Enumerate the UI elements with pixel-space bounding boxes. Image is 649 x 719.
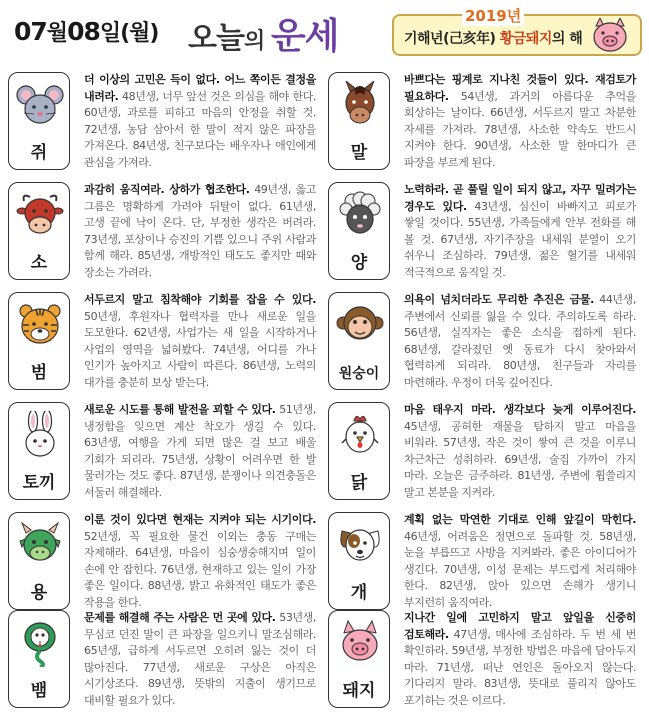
fortune-body: 52년생, 꼭 필요한 물건 이외는 충동 구매는 자제해라. 64년생, 마음이 심숭생숭해지며 일이 손에 안 잡힌다. 76년생, 현재하고 있는 일이 가장 좋은 일이다. 88년생, 밝고 유화적인 태도가 좋은 작용을 한다. [84, 529, 316, 609]
fortune-lead: 과감히 움직여라. 상하가 협조한다. [84, 183, 250, 196]
animal-label: 돼지 [342, 681, 376, 701]
animal-label: 말 [350, 143, 368, 163]
fortune-text [84, 182, 316, 281]
fortune-body: 49년생, 옳고 그름은 명확하게 가려야 뒤탈이 없다. 61년생, 고생 끝에 낙이 온다. 단, 부정한 생각은 버려라. 73년생, 포상이나 승진의 기쁨 있으니 주위 사람과 함께 해라. 85년생, 개방적인 태도도 좋지만 때와 장소는 가려라. [84, 183, 317, 279]
fortune-text [84, 292, 316, 391]
month: 07 [14, 17, 47, 46]
fortune-text [404, 182, 636, 281]
animal-box [328, 182, 390, 280]
fortune-text [404, 292, 636, 391]
animal-box [8, 182, 70, 280]
fortune-body: 51년생, 냉정함을 잊으면 계산 착오가 생길 수 있다. 63년생, 여행을 가게 되면 많은 걸 보고 배울 기회가 되리라. 75년생, 상황이 어려우면 한 발 물러가는 것도 좋다. 87년생, 분쟁이나 의견충돌은 서둘러 해결해라. [84, 403, 317, 499]
dragon-icon [16, 521, 64, 569]
animal-box [8, 72, 70, 170]
fortune-body: 44년생, 주변에서 신뢰를 잃을 수 있다. 주의하도록 하라. 56년생, 실직자는 좋은 소식을 접하게 된다. 68년생, 갈라졌던 옛 동료가 다시 찾아와서 협력하게 되리라. 80년생, 친구들과 자리를 마련해라. 우정이 더욱 깊어진다. [404, 293, 636, 389]
ox-icon [16, 191, 64, 239]
pig-icon [336, 619, 384, 667]
header [0, 0, 649, 62]
badge-text [404, 28, 582, 48]
fortune-card-sheep [324, 178, 638, 280]
animal-label: 개 [350, 583, 368, 603]
animal-box [328, 292, 390, 390]
animal-label: 양 [350, 253, 368, 273]
fortune-lead: 새로운 시도를 통해 발전을 꾀할 수 있다. [84, 403, 276, 416]
fortune-body: 48년생, 너무 앞선 것은 의심을 해야 한다. 60년생, 과로를 피하고 마음의 안정을 취할 것. 72년생, 농담 삼아서 한 말이 적지 않은 파장을 가져온다. 84년생, 친구보다는 배우자나 애인에게 관심을 가져라. [84, 89, 316, 169]
snake-icon [16, 619, 64, 667]
fortune-card-horse [324, 68, 638, 170]
fortune-card-monkey [324, 288, 638, 390]
badge-suffix: 의 해 [551, 31, 583, 47]
rat-icon [16, 81, 64, 129]
tiger-icon [16, 301, 64, 349]
fortune-card-rat [4, 68, 318, 170]
animal-box [8, 292, 70, 390]
year-badge [392, 7, 642, 56]
fortune-body: 43년생, 심신이 바빠지고 피로가 쌓일 것이다. 55년생, 가족들에게 안부 전화를 해 볼 것. 67년생, 자기주장을 내세워 분열이 오기 쉬우니 조심하라. 79년생, 젊은 혈기를 내세워 적극적으로 움직일 것. [404, 199, 636, 279]
fortune-lead: 바쁘다는 핑계로 지나친 것들이 있다. 재검토가 필요하다. [404, 73, 636, 103]
pig-icon [588, 18, 632, 54]
fortune-lead: 서두르지 말고 침착해야 기회를 잡을 수 있다. [84, 293, 316, 306]
animal-label: 뱀 [30, 681, 48, 701]
date [14, 16, 159, 47]
rabbit-icon [16, 411, 64, 459]
fortune-text [84, 512, 316, 611]
page-title [188, 8, 338, 59]
rooster-icon [336, 411, 384, 459]
fortune-card-tiger [4, 288, 318, 390]
fortune-text [404, 402, 636, 501]
fortune-body: 46년생, 어려움은 정면으로 돌파할 것. 58년생, 눈을 부릅뜨고 사방을 지켜봐라. 좋은 아이디어가 생긴다. 70년생, 이성 문제는 부드럽게 처리해야 한다. 82년생, 앉아 있으면 손해가 생기니 부지런히 움직여라. [404, 529, 636, 609]
fortune-body: 54년생, 과거의 아름다운 추억을 회상하는 날이다. 66년생, 서두르지 말고 차분한 자세를 가져라. 78년생, 사소한 약속도 반드시 지켜야 한다. 90년생, 사소한 말 한마디가 큰 파장을 부르게 된다. [404, 89, 636, 169]
animal-label: 소 [30, 253, 48, 273]
fortune-body: 45년생, 공허한 재물을 탐하지 말고 마음을 비워라. 57년생, 작은 것이 쌓여 큰 것을 이루니 차근차근 성취하라. 69년생, 술집 가까이 가지 마라. 오늘은 금주하라. 81년생, 주변에 휩쓸리지 말고 본분을 지켜라. [404, 419, 636, 499]
fortune-lead: 마음 태우지 마라. 생각보다 늦게 이루어진다. [404, 403, 636, 416]
sheep-icon [336, 191, 384, 239]
fortune-lead: 이룬 것이 있다면 현재는 지켜야 되는 시기이다. [84, 513, 316, 526]
animal-label: 범 [30, 363, 48, 383]
animal-label: 쥐 [30, 143, 48, 163]
day-unit: 일 [99, 21, 121, 46]
year-label: 2019년 [462, 5, 524, 26]
animal-box [8, 610, 70, 708]
animal-box [8, 402, 70, 500]
horse-icon [336, 81, 384, 129]
animal-label: 용 [30, 583, 48, 603]
badge-gold: 황금돼지 [499, 31, 552, 47]
fortune-lead: 의욕이 넘치더라도 무리한 추진은 금물. [404, 293, 594, 306]
title-part-c: 운세 [270, 16, 339, 57]
animal-label: 닭 [350, 473, 368, 493]
weekday: (월) [120, 21, 159, 46]
animal-box [8, 512, 70, 610]
fortune-card-snake [4, 606, 318, 708]
fortune-text [404, 610, 636, 709]
animal-box [328, 72, 390, 170]
fortune-text [84, 72, 316, 171]
badge-prefix: 기해년(己亥年) [404, 31, 500, 47]
animal-box [328, 610, 390, 708]
fortune-text [404, 512, 636, 611]
animal-box [328, 402, 390, 500]
animal-label: 원숭이 [338, 366, 380, 382]
animal-box [328, 512, 390, 610]
fortune-text [84, 402, 316, 501]
fortune-text [404, 72, 636, 171]
fortune-card-dog [324, 508, 638, 610]
monkey-icon [336, 301, 384, 349]
fortune-lead: 문제를 해결해 주는 사람은 먼 곳에 있다. [84, 611, 276, 624]
fortune-body: 53년생, 무심코 던진 말이 큰 파장을 일으키니 말조심해라. 65년생, 급하게 서두르면 오히려 잃는 것이 더 많아진다. 77년생, 새로운 구상은 아직은 시기상조다. 89년생, 뜻밖의 지출이 생기므로 대비할 필요가 있다. [84, 611, 317, 707]
fortune-card-rabbit [4, 398, 318, 500]
fortune-card-pig [324, 606, 638, 708]
fortune-card-dragon [4, 508, 318, 610]
fortune-text [84, 610, 316, 709]
fortune-body: 47년생, 매사에 조심하라. 두 번 세 번 확인하라. 59년생, 부정한 방법은 마음에 담아두지 마라. 71년생, 떠난 연인은 돌아오지 않는다. 기다리지 말라. 83년생, 뜻대로 풀리지 않아도 포기하는 것은 이르다. [404, 627, 636, 707]
day: 08 [67, 17, 100, 46]
fortune-body: 50년생, 후원자나 협력자를 만나 새로운 일을 도모한다. 62년생, 사업가는 새 일을 시작하거나 사업의 영역을 넓혀봤다. 74년생, 어디를 가나 인기가 높아지고 사람이 따른다. 86년생, 노력의 대가를 충분히 보상 받는다. [84, 309, 316, 389]
fortune-lead: 지나간 일에 고민하지 말고 앞일을 신중히 검토해라. [404, 611, 636, 641]
fortune-card-rooster [324, 398, 638, 500]
month-unit: 월 [46, 21, 68, 46]
fortune-lead: 노력하라. 곧 풀릴 일이 되지 않고, 자꾸 밀려가는 경우도 있다. [404, 183, 636, 213]
dog-icon [336, 521, 384, 569]
fortune-card-ox [4, 178, 318, 280]
title-part-b: 의 [243, 29, 271, 54]
animal-label: 토끼 [22, 473, 56, 493]
title-part-a: 오늘 [188, 21, 244, 56]
fortune-lead: 더 이상의 고민은 득이 없다. 어느 쪽이든 결정을 내려라. [84, 73, 316, 103]
fortune-lead: 계획 없는 막연한 기대로 인해 앞길이 막힌다. [404, 513, 636, 526]
